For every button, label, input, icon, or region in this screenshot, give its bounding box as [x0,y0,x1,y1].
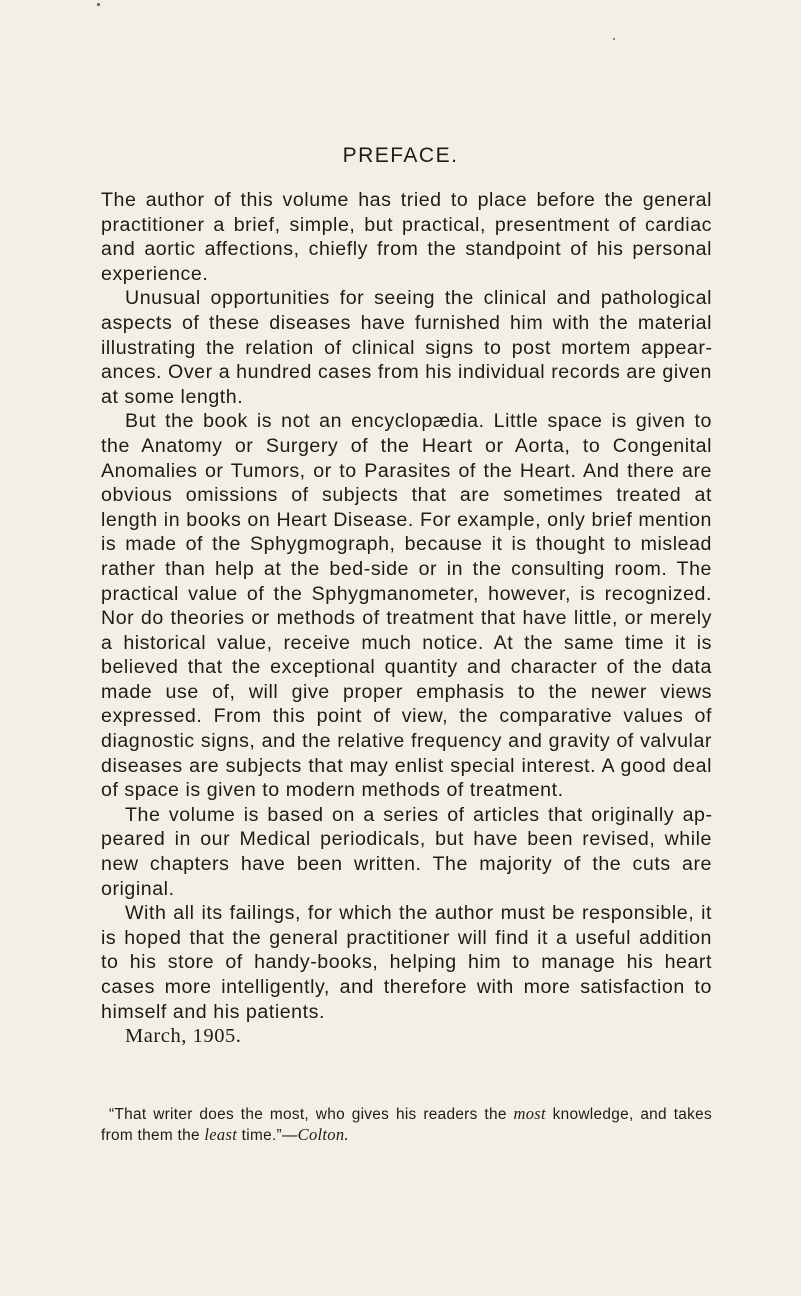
epigraph-emphasis: least [204,1125,238,1144]
epigraph-part: knowledge, and takes from them the [101,1106,712,1144]
epigraph-author: Colton. [297,1125,349,1144]
epigraph-text [101,1104,712,1146]
page-title: PREFACE. [342,144,459,167]
paragraph: Unusual opportunities for seeing the clinical and pathological aspects of these diseases have furnished him with the material illustrating the relation of clinical signs to post mortem appearances. Over a hundred cases from his individual records are given at some length. [101,287,712,408]
epigraph-part: “That writer does the most, who gives his readers the [109,1106,514,1123]
preface-date: March, 1905. [125,1025,242,1048]
paragraph: But the book is not an encyclopædia. Little space is given to the Anatomy or Surgery of the Heart or Aorta, to Congenital Anomalies or Tumors, or to Parasites of the Heart. And there are obvious omissions of subjects that are sometimes treated at length in books on Heart Disease. For example, only brief mention is made of the Sphygmograph, because it is thought to mislead rather than help at the bed-side or in the consulting room. The practical value of the Sphygmanometer, however, is recognized. Nor do theories or methods of treatment that have little, or merely a historical value, receive much notice. At the same time it is believed that the exceptional quantity and character of the data made use of, will give proper emphasis to the newer views expressed. From this point of view, the comparative values of diagnostic signs, and the relative frequency and gravity of valvular diseases are subjects that may enlist special interest. A good deal of space is given to modern methods of treatment. [101,410,712,802]
preface-body [101,188,712,1049]
epigraph [101,1104,712,1146]
paragraph: The volume is based on a series of articles that originally appeared in our Medical periodicals, but have been revised, while new chapters have been written. The majority of the cuts are original. [101,803,712,900]
page-speck [613,38,615,40]
page-speck [97,3,100,6]
epigraph-part: time.”— [237,1127,298,1144]
paragraph: With all its failings, for which the author must be responsible, it is hoped that the general practitioner will find it a useful addition to his store of handy-books, helping him to manage his heart cases more intelligently, and therefore with more satisfaction to himself and his patients. [101,902,712,1023]
paragraph: The author of this volume has tried to place before the general practitioner a brief, simple, but practical, presentment of cardiac and aortic affections, chiefly from the standpoint of his personal experience. [101,189,712,285]
epigraph-emphasis: most [513,1104,546,1123]
